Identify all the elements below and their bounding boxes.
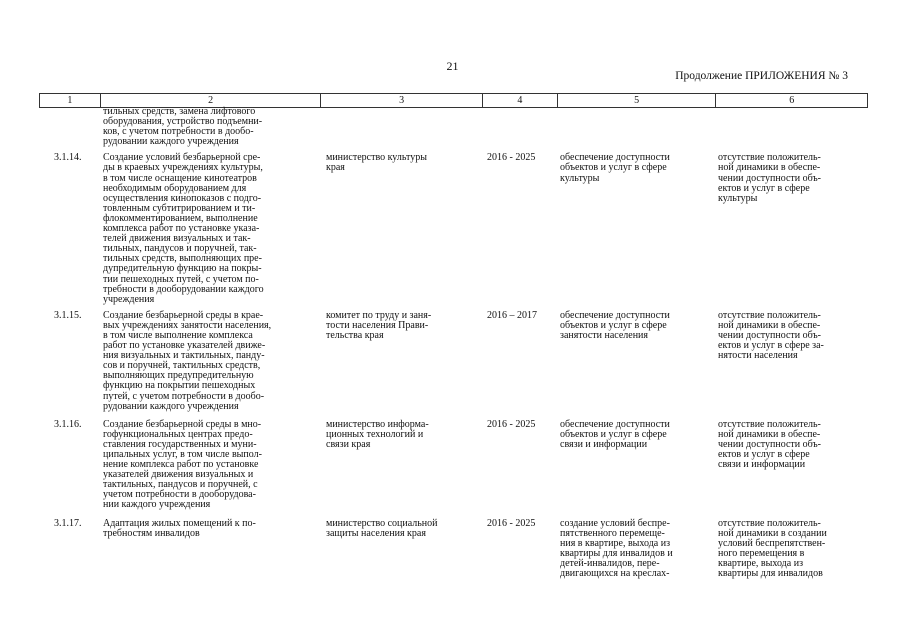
column-header-4: 4	[482, 94, 557, 107]
row-period: 2016 - 2025	[487, 517, 536, 529]
column-header-5: 5	[557, 94, 716, 107]
row-effect: отсутствие положитель- ной динамики в обеспе- чении доступности объ- ектов и услуг в сфере связи и информации	[718, 418, 821, 471]
row-executor: комитет по труду и заня- тости населения Прави- тельства края	[326, 309, 432, 341]
row-measure: Адаптация жилых помещений к по- требностям инвалидов	[103, 517, 256, 539]
row-number: 3.1.14.	[54, 152, 82, 164]
row-effect: отсутствие положитель- ной динамики в обеспе- чении доступности объ- ектов и услуг в сфере культуры	[718, 152, 821, 204]
row-number: 3.1.17.	[54, 517, 82, 529]
table-row	[39, 420, 868, 511]
row-period: 2016 - 2025	[487, 418, 536, 430]
row-measure: Создание безбарьерной среды в крае- вых учреждениях занятости населения, в том числе выполнение комплекса работ по установке указателей движе- ния визуальных и тактильных, панду- сов и поручней, тактильных средств, выполняющих предупредительную функцию на покрытии пешеходных путей, с учетом потребности в дообо- рудовании каждого учреждения	[103, 309, 272, 412]
row-effect: отсутствие положитель- ной динамики в обеспе- чении доступности объ- ектов и услуг в сфере за- нятости населения	[718, 309, 824, 362]
continuation-label: Продолжение ПРИЛОЖЕНИЯ № 3	[675, 70, 848, 82]
row-measure: Создание условий безбарьерной сре- ды в краевых учреждениях культуры, в том числе оснащение кинотеатров необходимым оборудованием для осуществления кинопоказов с подго- товленным субтитрированием и ти- флокомментированием, выполнение комплекса работ по установке указа- телей движения визуальных и так- тильных, пандусов и поручней, так- тильных средств, выполняющих пре- дупредительную функцию на покры- тии пешеходных путей, с учетом по- требности в дооборудовании каждого учреждения	[103, 152, 264, 305]
table-row	[39, 311, 868, 412]
row-number: 3.1.16.	[54, 418, 82, 430]
row-result: создание условий беспре- пятственного перемеще- ния в квартире, выхода из квартиры для инвалидов и детей-инвалидов, пере- двигающихся на креслах-	[560, 517, 673, 580]
column-header-3: 3	[320, 94, 482, 107]
row-executor: министерство социальной защиты населения края	[326, 517, 438, 539]
row-executor: министерство культуры края	[326, 152, 427, 174]
table-row	[39, 519, 868, 580]
row-period: 2016 – 2017	[487, 309, 537, 321]
table-body	[39, 107, 868, 579]
row-result: обеспечение доступности объектов и услуг в сфере занятости населения	[560, 309, 670, 341]
row-period: 2016 - 2025	[487, 152, 536, 164]
row-effect: отсутствие положитель- ной динамики в создании условий беспрепятствен- ного перемещения в квартире, выхода из квартиры для инвалидов	[718, 517, 827, 580]
table-row	[39, 153, 868, 304]
row-executor: министерство информа- ционных технологий и связи края	[326, 418, 429, 450]
column-header-2: 2	[100, 94, 320, 107]
row-measure: Создание безбарьерной среды в мно- гофункциональных центрах предо- ставления государственных и муни- ципальных услуг, в том числе выпол- нение комплекса работ по установке указателей движения визуальных и тактильных, пандусов и поручней, с учетом потребности в дооборудова- нии каждого учреждения	[103, 418, 262, 511]
table-row	[39, 107, 868, 147]
column-header-6: 6	[715, 94, 867, 107]
row-result: обеспечение доступности объектов и услуг в сфере культуры	[560, 152, 670, 184]
row-number: 3.1.15.	[54, 309, 82, 321]
row-result: обеспечение доступности объектов и услуг в сфере связи и информации	[560, 418, 670, 450]
measures-table	[39, 93, 868, 579]
page-number: 21	[446, 59, 459, 73]
column-header-1: 1	[67, 95, 73, 106]
row-measure: тильных средств, замена лифтового оборудования, устройство подъемни- ков, с учетом потребности в дообо- рудовании каждого учреждения	[103, 106, 263, 148]
